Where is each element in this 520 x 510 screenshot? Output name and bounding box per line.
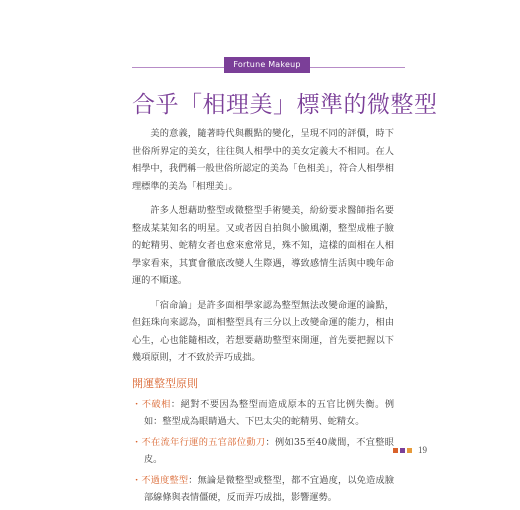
principle-label: 不過度整型 xyxy=(141,474,189,486)
principle-text: ：絕對不要因為整型而造成原本的五官比例失衡。例如：整型成為眼睛過大、下巴太尖的蛇精男、蛇精女。 xyxy=(144,398,395,427)
principle-label: 不破相 xyxy=(141,398,171,410)
article-body xyxy=(132,125,394,510)
footer-square-purple xyxy=(400,448,405,453)
footer-square-amber xyxy=(407,448,412,453)
paragraph-1: 美的意義，隨著時代與觀點的變化，呈現不同的評價，時下世俗所界定的美女，往往與人相學中的美女定義大不相同。在人相學中，我們稱一般世俗所認定的美為「色相美」，符合人相學相理標準的美為「相理美」。 xyxy=(132,128,394,192)
footer-square-orange xyxy=(393,448,398,453)
page-number: 19 xyxy=(418,445,427,455)
principle-item xyxy=(132,396,394,431)
principle-item xyxy=(132,434,394,469)
principle-label: 不在流年行運的五官部位動刀 xyxy=(141,436,266,448)
bullet-marker: ・ xyxy=(132,436,142,448)
paragraph-2: 許多人想藉助整型或微整型手術變美，紛紛要求醫師指名要整成某某知名的明星。又或者因自拍與小臉風潮，整型成椎子臉的蛇精男、蛇精女者也愈來愈常見，殊不知，這樣的面相在人相學家看來，其實會徹底改變人生際遇，導致感情生活與中晚年命運的不順遂。 xyxy=(132,205,394,286)
paragraph-3: 「宿命論」是許多面相學家認為整型無法改變命運的論點，但鈺珠向來認為，面相整型具有三分以上改變命運的能力，相由心生，心也能隨相改，若想要藉助整型來開運，首先要把握以下幾項原則，才不致於弄巧成拙。 xyxy=(132,299,394,363)
bullet-marker: ・ xyxy=(132,474,142,486)
section-label: Fortune Makeup xyxy=(224,57,310,73)
principle-text: ：例如35至40歲間，不宜整眼皮。 xyxy=(144,436,394,465)
page-footer xyxy=(393,444,427,456)
principle-item xyxy=(132,472,394,507)
principles-heading: 開運整型原則 xyxy=(132,376,198,390)
principle-text: ：無論是微整型或整型，都不宜過度，以免造成臉部線條與表情僵硬，反而弄巧成拙，影響運勢。 xyxy=(144,474,395,503)
page-title: 合乎「相理美」標準的微整型 xyxy=(132,92,438,118)
bullet-marker: ・ xyxy=(132,398,142,410)
